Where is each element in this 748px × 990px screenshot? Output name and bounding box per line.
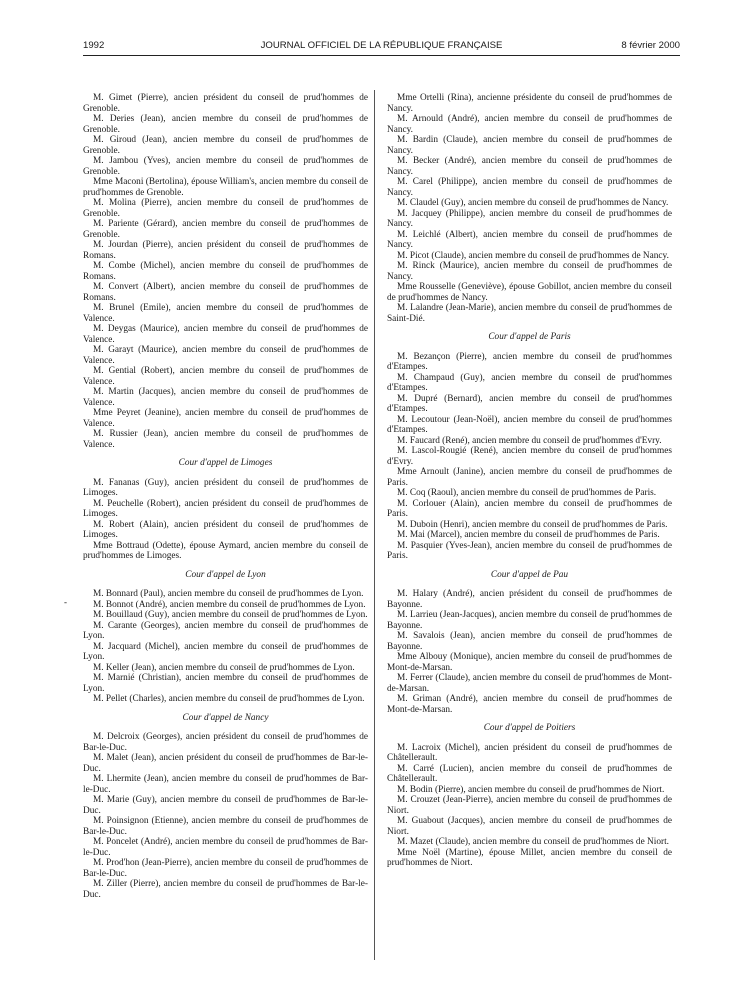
- issue-date: 8 février 2000: [621, 40, 680, 51]
- list-entry: M. Ziller (Pierre), ancien membre du conseil de prud'hommes de Bar-le-Duc.: [83, 879, 368, 900]
- list-entry: M. Carré (Lucien), ancien membre du conseil de prud'hommes de Châtellerault.: [387, 763, 672, 784]
- list-entry: M. Jambou (Yves), ancien membre du conseil de prud'hommes de Grenoble.: [83, 156, 368, 177]
- list-entry: M. Corlouer (Alain), ancien membre du conseil de prud'hommes de Paris.: [387, 498, 672, 519]
- list-entry: M. Martin (Jacques), ancien membre du conseil de prud'hommes de Valence.: [83, 387, 368, 408]
- list-entry: M. Robert (Alain), ancien président du conseil de prud'hommes de Limoges.: [83, 519, 368, 540]
- list-entry: M. Lalandre (Jean-Marie), ancien membre du conseil de prud'hommes de Saint-Dié.: [387, 303, 672, 324]
- list-entry: M. Gimet (Pierre), ancien président du conseil de prud'hommes de Grenoble.: [83, 93, 368, 114]
- list-entry: Mme Albouy (Monique), ancien membre du conseil de prud'hommes de Mont-de-Marsan.: [387, 652, 672, 673]
- right-column: [387, 93, 672, 869]
- list-entry: M. Faucard (René), ancien membre du conseil de prud'hommes d'Evry.: [397, 435, 662, 446]
- list-entry: M. Duboin (Henri), ancien membre du conseil de prud'hommes de Paris.: [397, 519, 668, 530]
- list-entry: Mme Bottraud (Odette), épouse Aymard, ancien membre du conseil de prud'hommes de Limoges.: [83, 540, 368, 561]
- list-entry: M. Lhermite (Jean), ancien membre du conseil de prud'hommes de Bar-le-Duc.: [83, 774, 368, 795]
- section-heading: Cour d'appel de Nancy: [182, 712, 269, 723]
- left-column: [83, 93, 368, 900]
- list-entry: M. Lecoutour (Jean-Noël), ancien membre du conseil de prud'hommes d'Etampes.: [387, 414, 672, 435]
- list-entry: M. Jacquey (Philippe), ancien membre du conseil de prud'hommes de Nancy.: [387, 208, 672, 229]
- list-entry: M. Bezançon (Pierre), ancien membre du conseil de prud'hommes d'Etampes.: [387, 351, 672, 372]
- list-entry: M. Savalois (Jean), ancien membre du conseil de prud'hommes de Bayonne.: [387, 631, 672, 652]
- list-entry: M. Lacroix (Michel), ancien président du conseil de prud'hommes de Châtellerault.: [387, 742, 672, 763]
- list-entry: Mme Ortelli (Rina), ancienne présidente du conseil de prud'hommes de Nancy.: [387, 93, 672, 114]
- list-entry: M. Bonnard (Paul), ancien membre du conseil de prud'hommes de Lyon.: [93, 589, 364, 599]
- list-entry: M. Malet (Jean), ancien président du conseil de prud'hommes de Bar-le-Duc.: [83, 753, 368, 774]
- list-entry: M. Claudel (Guy), ancien membre du conseil de prud'hommes de Nancy.: [397, 198, 669, 208]
- list-entry: M. Molina (Pierre), ancien membre du conseil de prud'hommes de Grenoble.: [83, 198, 368, 219]
- list-entry: M. Delcroix (Georges), ancien président du conseil de prud'hommes de Bar-le-Duc.: [83, 732, 368, 753]
- list-entry: M. Deygas (Maurice), ancien membre du conseil de prud'hommes de Valence.: [83, 324, 368, 345]
- list-entry: Mme Maconi (Bertolina), épouse William's, ancien membre du conseil de prud'hommes de Grenoble.: [83, 177, 368, 198]
- margin-mark: -: [64, 597, 67, 607]
- list-entry: M. Ferrer (Claude), ancien membre du conseil de prud'hommes de Mont-de-Marsan.: [387, 673, 672, 694]
- list-entry: M. Jacquard (Michel), ancien membre du conseil de prud'hommes de Lyon.: [83, 641, 368, 662]
- list-entry: M. Lascol-Rougié (René), ancien membre du conseil de prud'hommes d'Evry.: [387, 446, 672, 467]
- page-header: [83, 40, 680, 56]
- section-heading: Cour d'appel de Lyon: [185, 569, 266, 580]
- list-entry: M. Marnié (Christian), ancien membre du conseil de prud'hommes de Lyon.: [83, 673, 368, 694]
- page-number: 1992: [83, 40, 105, 51]
- list-entry: M. Garayt (Maurice), ancien membre du conseil de prud'hommes de Valence.: [83, 345, 368, 366]
- list-entry: M. Griman (André), ancien membre du conseil de prud'hommes de Mont-de-Marsan.: [387, 694, 672, 715]
- section-heading: Cour d'appel de Paris: [488, 332, 571, 342]
- list-entry: Mme Rousselle (Geneviève), épouse Gobillot, ancien membre du conseil de prud'hommes de Nancy.: [387, 282, 672, 303]
- list-entry: M. Marie (Guy), ancien membre du conseil de prud'hommes de Bar-le-Duc.: [83, 795, 368, 816]
- list-entry: M. Bouillaud (Guy), ancien membre du conseil de prud'hommes de Lyon.: [93, 610, 368, 620]
- list-entry: Mme Noël (Martine), épouse Millet, ancien membre du conseil de prud'hommes de Niort.: [387, 847, 672, 868]
- list-entry: M. Arnould (André), ancien membre du conseil de prud'hommes de Nancy.: [387, 114, 672, 135]
- list-entry: M. Dupré (Bernard), ancien membre du conseil de prud'hommes d'Etampes.: [387, 393, 672, 414]
- list-entry: M. Bardin (Claude), ancien membre du conseil de prud'hommes de Nancy.: [387, 135, 672, 156]
- list-entry: Mme Arnoult (Janine), ancien membre du conseil de prud'hommes de Paris.: [387, 467, 672, 488]
- list-entry: M. Prod'hon (Jean-Pierre), ancien membre du conseil de prud'hommes de Bar-le-Duc.: [83, 858, 368, 879]
- list-entry: M. Jourdan (Pierre), ancien président du conseil de prud'hommes de Romans.: [83, 240, 368, 261]
- list-entry: M. Coq (Raoul), ancien membre du conseil de prud'hommes de Paris.: [397, 488, 657, 498]
- list-entry: M. Poncelet (André), ancien membre du conseil de prud'hommes de Bar-le-Duc.: [83, 837, 368, 858]
- journal-title: JOURNAL OFFICIEL DE LA RÉPUBLIQUE FRANÇAISE: [260, 40, 503, 51]
- list-entry: M. Pariente (Gérard), ancien membre du conseil de prud'hommes de Grenoble.: [83, 219, 368, 240]
- list-entry: M. Peuchelle (Robert), ancien président du conseil de prud'hommes de Limoges.: [83, 498, 368, 519]
- column-separator: [374, 90, 375, 960]
- list-entry: M. Russier (Jean), ancien membre du conseil de prud'hommes de Valence.: [83, 429, 368, 450]
- list-entry: M. Deries (Jean), ancien membre du conseil de prud'hommes de Grenoble.: [83, 114, 368, 135]
- list-entry: M. Halary (André), ancien président du conseil de prud'hommes de Bayonne.: [387, 589, 672, 610]
- list-entry: M. Carel (Philippe), ancien membre du conseil de prud'hommes de Nancy.: [387, 177, 672, 198]
- list-entry: M. Carante (Georges), ancien membre du conseil de prud'hommes de Lyon.: [83, 620, 368, 641]
- list-entry: M. Combe (Michel), ancien membre du conseil de prud'hommes de Romans.: [83, 261, 368, 282]
- list-entry: M. Poinsignon (Etienne), ancien membre du conseil de prud'hommes de Bar-le-Duc.: [83, 816, 368, 837]
- list-entry: M. Picot (Claude), ancien membre du conseil de prud'hommes de Nancy.: [397, 250, 669, 261]
- list-entry: M. Pellet (Charles), ancien membre du conseil de prud'hommes de Lyon.: [93, 694, 365, 704]
- list-entry: M. Larrieu (Jean-Jacques), ancien membre du conseil de prud'hommes de Bayonne.: [387, 610, 672, 631]
- list-entry: M. Pasquier (Yves-Jean), ancien membre du conseil de prud'hommes de Paris.: [387, 540, 672, 561]
- list-entry: M. Brunel (Emile), ancien membre du conseil de prud'hommes de Valence.: [83, 303, 368, 324]
- list-entry: M. Guabout (Jacques), ancien membre du conseil de prud'hommes de Niort.: [387, 816, 672, 837]
- list-entry: M. Keller (Jean), ancien membre du conseil de prud'hommes de Lyon.: [93, 662, 355, 673]
- section-heading: Cour d'appel de Pau: [490, 569, 569, 580]
- list-entry: M. Bodin (Pierre), ancien membre du conseil de prud'hommes de Niort.: [397, 784, 665, 795]
- list-entry: M. Champaud (Guy), ancien membre du conseil de prud'hommes d'Etampes.: [387, 372, 672, 393]
- list-entry: M. Bonnot (André), ancien membre du conseil de prud'hommes de Lyon.: [93, 599, 366, 610]
- list-entry: M. Mai (Marcel), ancien membre du conseil de prud'hommes de Paris.: [397, 530, 660, 540]
- list-entry: Mme Peyret (Jeanine), ancien membre du conseil de prud'hommes de Valence.: [83, 408, 368, 429]
- header-rule: [83, 55, 680, 56]
- section-heading: Cour d'appel de Limoges: [178, 458, 273, 468]
- list-entry: M. Becker (André), ancien membre du conseil de prud'hommes de Nancy.: [387, 156, 672, 177]
- list-entry: M. Mazet (Claude), ancien membre du conseil de prud'hommes de Niort.: [397, 837, 669, 847]
- list-entry: M. Rinck (Maurice), ancien membre du conseil de prud'hommes de Nancy.: [387, 261, 672, 282]
- list-entry: M. Crouzet (Jean-Pierre), ancien membre du conseil de prud'hommes de Niort.: [387, 795, 672, 816]
- list-entry: M. Fananas (Guy), ancien président du conseil de prud'hommes de Limoges.: [83, 477, 368, 498]
- section-heading: Cour d'appel de Poitiers: [483, 723, 576, 733]
- list-entry: M. Gential (Robert), ancien membre du conseil de prud'hommes de Valence.: [83, 366, 368, 387]
- list-entry: M. Leichlé (Albert), ancien membre du conseil de prud'hommes de Nancy.: [387, 229, 672, 250]
- list-entry: M. Convert (Albert), ancien membre du conseil de prud'hommes de Romans.: [83, 282, 368, 303]
- list-entry: M. Giroud (Jean), ancien membre du conseil de prud'hommes de Grenoble.: [83, 135, 368, 156]
